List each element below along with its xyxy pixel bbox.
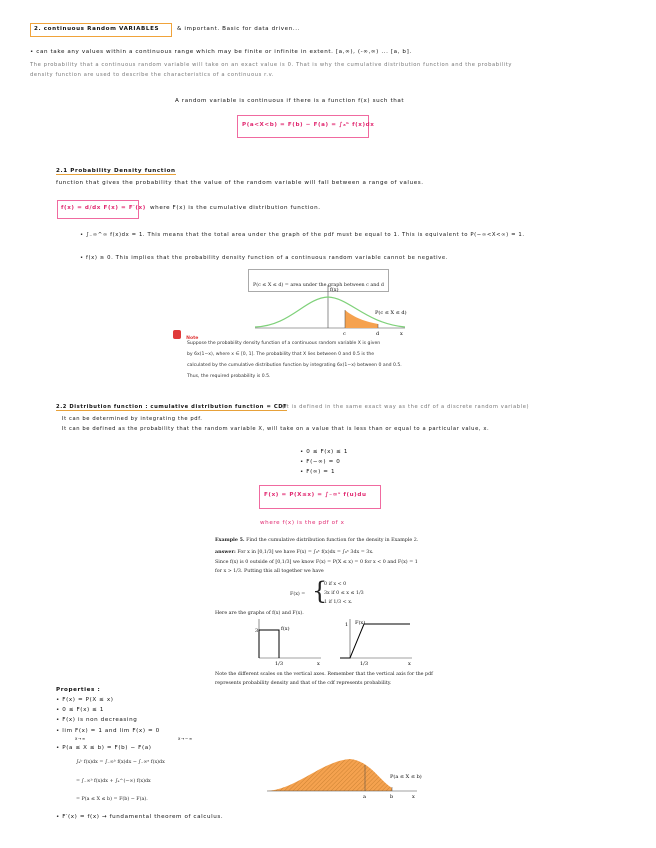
pdf-area-graph bbox=[250, 283, 410, 338]
cdf-f-label: F(x) bbox=[355, 620, 366, 626]
piecewise-2: 3x if 0 ≤ x ≤ 1/3 bbox=[324, 591, 364, 596]
example-answer-line bbox=[215, 549, 374, 555]
cdf-where: where f(x) is the pdf of x bbox=[260, 520, 345, 526]
formula-cdf: F(x) = P(X≤x) = ∫₋∞ˣ f(u)du bbox=[264, 492, 367, 498]
piecewise-brace: { bbox=[312, 577, 328, 605]
graph-c-label: c bbox=[343, 331, 346, 337]
property-4-sub-b: x→−∞ bbox=[178, 736, 193, 741]
cdf-prop-2: • F(−∞) = 0 bbox=[300, 459, 341, 465]
intro-line-2: The probability that a continuous random variable will take on an exact value is 0. That is why the cumulative distribution function and the probability bbox=[30, 62, 513, 68]
intro-line-1: • can take any values within a continuous range which may be finite or infinite in extent. [a,∞), (-∞,∞) ... [a, b]. bbox=[30, 49, 412, 55]
property-eq-2: = ∫₋∞ᵇ f(x)dx + ∫ₐ^(−∞) f(x)dx bbox=[76, 779, 151, 784]
section-title: 2. continuous Random VARIABLES bbox=[34, 26, 160, 32]
bottom-x-label: x bbox=[412, 794, 415, 800]
bottom-b-label: b bbox=[390, 794, 394, 800]
pdf-bullet-2: • f(x) ≥ 0. This implies that the probability density function of a continuous random variable cannot be negative. bbox=[80, 255, 449, 261]
note-badge-label: Note bbox=[186, 336, 199, 341]
area-hatch bbox=[267, 759, 392, 791]
property-3: • F(x) is non decreasing bbox=[56, 717, 138, 723]
property-4: • lim F(x) = 1 and lim F(x) = 0 bbox=[56, 728, 160, 734]
graphs-intro: Here are the graphs of f(x) and F(x). bbox=[215, 611, 304, 616]
cdf-ramp bbox=[340, 624, 410, 658]
example-line-2: Since f(x) is 0 outside of [0,1/3] we know F(x) = P(X ≤ x) = 0 for x < 0 and F(x) = 1 bbox=[215, 560, 418, 565]
property-eq-1: ∫ₐᵇ f(x)dx = ∫₋∞ᵇ f(x)dx − ∫₋∞ᵃ f(x)dx bbox=[76, 760, 165, 765]
example-answer-rest: For x in [0,1/3] we have F(x) = ∫₀ˣ f(x)dx = ∫₀ˣ 3dx = 3x. bbox=[237, 550, 374, 555]
example-note-2: represents probability density and that of the cdf represents probability. bbox=[215, 681, 392, 686]
pdf-val-label: 3 bbox=[255, 628, 259, 634]
cdf-line-1: It can be determined by integrating the pdf. bbox=[62, 416, 203, 422]
bottom-a-label: a bbox=[363, 794, 366, 800]
bottom-area-label: P(a ≤ X ≤ b) bbox=[390, 774, 422, 780]
pdf-description: function that gives the probability that the value of the random variable will fall between a range of values. bbox=[56, 180, 424, 186]
heading-pdf: 2.1 Probability Density function bbox=[56, 168, 176, 174]
cdf-val-label: 1 bbox=[345, 622, 349, 628]
pdf-bullet-1: • ∫₋∞^∞ f(x)dx = 1. This means that the total area under the graph of the pdf must be equal to 1. This is equivalent to P(−∞<X<∞) = 1. bbox=[80, 232, 525, 238]
cdf-prop-1: • 0 ≤ F(x) ≤ 1 bbox=[300, 449, 348, 455]
property-eq-3: = P(a ≤ X ≤ b) = F(b) − F(a). bbox=[76, 797, 148, 802]
cdf-x-label: x bbox=[408, 661, 411, 666]
example-title: Example 5. bbox=[215, 537, 245, 543]
piecewise-lhs: F(x) = bbox=[290, 592, 306, 597]
properties-heading: Properties : bbox=[56, 687, 101, 693]
note-line-1: Suppose the probability density function of a continuous random variable X is given bbox=[187, 341, 381, 346]
property-4-sub-a: x→∞ bbox=[75, 736, 86, 741]
example-title-rest: Find the cumulative distribution function for the density in Example 2. bbox=[246, 538, 419, 543]
heading-cdf-tail: (it is defined in the same exact way as the cdf of a discrete random variable) bbox=[282, 404, 530, 410]
cdf-prop-3: • F(∞) = 1 bbox=[300, 469, 336, 475]
note-line-4: Thus, the required probability is 0.5. bbox=[187, 374, 271, 379]
property-1: • F(x) = P(X ≤ x) bbox=[56, 697, 114, 703]
cdf-area-graph bbox=[262, 745, 422, 805]
cdf-line-2: It can be defined as the probability that the random variable X, will take on a value that is less than or equal to a particular value, x. bbox=[62, 426, 490, 432]
property-last: • F′(x) = f(x) → fundamental theorem of calculus. bbox=[56, 814, 224, 820]
pdf-step bbox=[259, 630, 279, 658]
graph-caption: P(c ≤ X ≤ d) = area under the graph between c and d bbox=[253, 283, 384, 288]
formula-pdf: f(x) = d/dx F(x) = F′(x) bbox=[61, 205, 146, 211]
formula-prob: P(a<X<b) = F(b) − F(a) = ∫ₐᵇ f(x)dx bbox=[242, 122, 375, 128]
example-line-3: for x > 1/3. Putting this all together we have bbox=[215, 569, 324, 574]
piecewise-1: 0 if x < 0 bbox=[324, 582, 347, 587]
piecewise-3: 1 if 1/3 < x. bbox=[324, 600, 353, 605]
pdf-x-label: x bbox=[317, 661, 320, 666]
heading-cdf: 2.2 Distribution function : cumulative distribution function = CDF bbox=[56, 404, 288, 410]
note-line-2: by 6x(1−x), where x ∈ [0, 1]. The probability that X lies between 0 and 0.5 is the bbox=[187, 352, 375, 357]
example-note-1: Note the different scales on the vertical axes. Remember that the vertical axis for the pdf bbox=[215, 672, 433, 677]
pdf-tick-label: 1/3 bbox=[275, 661, 284, 666]
title-note: & important. Basic for data driven... bbox=[177, 26, 301, 32]
shaded-area bbox=[345, 310, 378, 328]
graph-area-label: P(c ≤ X ≤ d) bbox=[375, 310, 407, 316]
pdf-f-label: f(x) bbox=[281, 626, 290, 632]
property-5: • P(a ≤ X ≤ b) = F(b) − F(a) bbox=[56, 745, 152, 751]
intro-line-3: density function are used to describe the characteristics of a continuous r.v. bbox=[30, 72, 275, 78]
property-2: • 0 ≤ F(x) ≤ 1 bbox=[56, 707, 104, 713]
note-icon bbox=[173, 330, 181, 339]
graph-x-label: x bbox=[400, 331, 403, 337]
cdf-tick-label: 1/3 bbox=[360, 661, 369, 666]
graph-d-label: d bbox=[376, 331, 380, 337]
example-title-line bbox=[215, 537, 418, 543]
pdf-where: where F(x) is the cumulative distribution function. bbox=[150, 205, 321, 211]
cdf-example-graph bbox=[336, 616, 416, 666]
example-answer-label: answer: bbox=[215, 549, 236, 555]
continuous-definition: A random variable is continuous if there is a function f(x) such that bbox=[175, 98, 405, 104]
graph-f-label: f(x) bbox=[330, 287, 339, 293]
note-line-3: calculated by the cumulative distribution function by integrating 6x(1−x) between 0 and 0.5. bbox=[187, 363, 402, 368]
pdf-example-graph bbox=[245, 616, 325, 666]
